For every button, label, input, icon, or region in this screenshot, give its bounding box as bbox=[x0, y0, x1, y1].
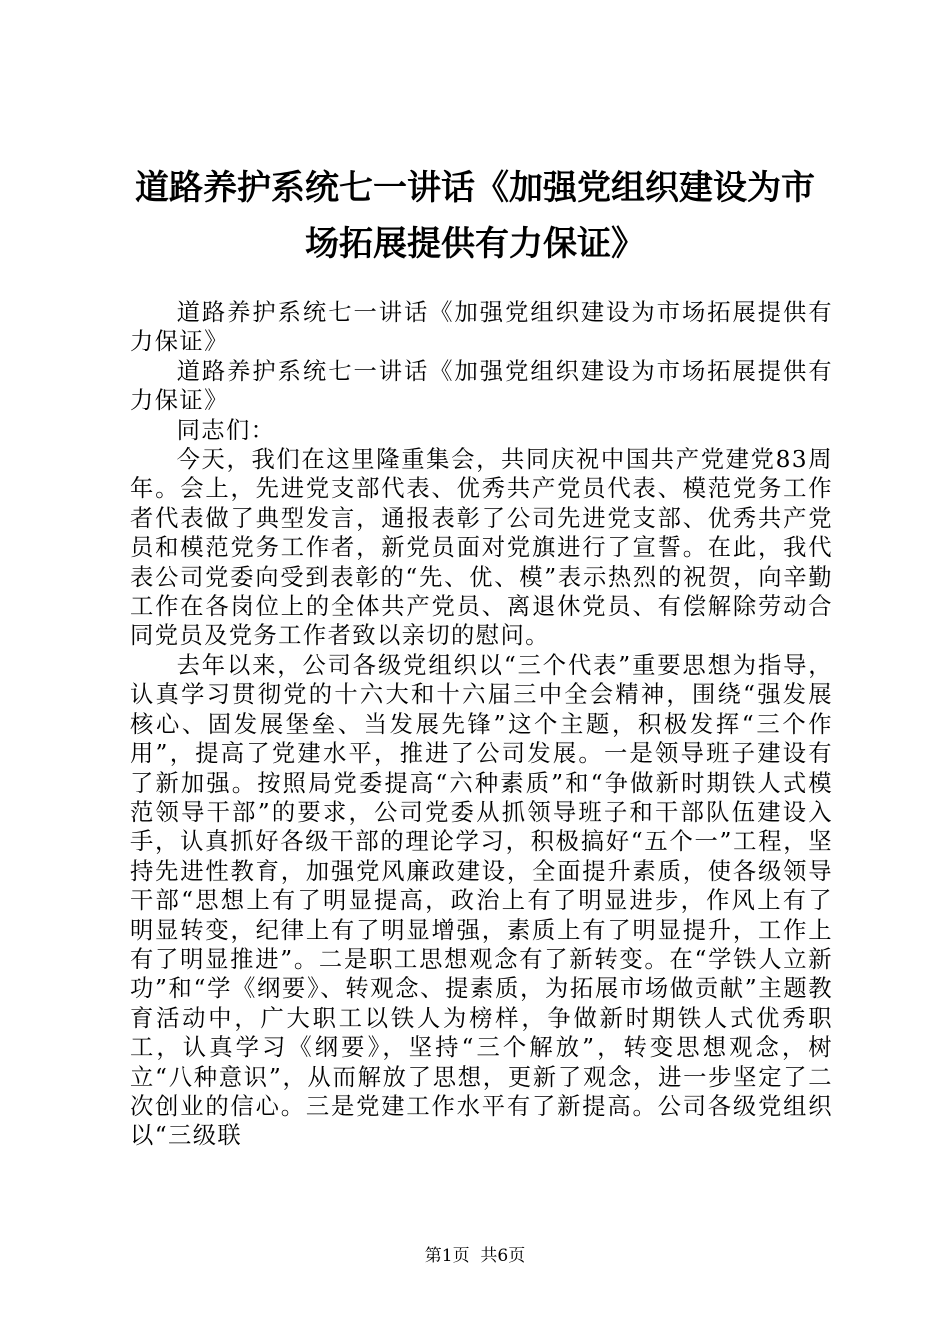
paragraph-salutation: 同志们： bbox=[176, 416, 276, 444]
document-title-line-2: 场拓展提供有力保证》 bbox=[305, 224, 645, 264]
document-title-line-1: 道路养护系统七一讲话《加强党组织建设为市 bbox=[135, 168, 815, 208]
document-body bbox=[130, 298, 833, 1151]
paragraph-review: 去年以来，公司各级党组织以“三个代表”重要思想为指导，认真学习贯彻党的十六大和十六届三中全会精神，围绕“强发展核心、固发展堡垒、当发展先锋”这个主题，积极发挥“三个作用”，提高了党建水平，推进了公司发展。一是领导班子建设有了新加强。按照局党委提高“六种素质”和“争做新时期铁人式模范领导干部”的要求，公司党委从抓领导班子和干部队伍建设入手，认真抓好各级干部的理论学习，积极搞好“五个一”工程，坚持先进性教育，加强党风廉政建设，全面提升素质，使各级领导干部“思想上有了明显提高，政治上有了明显进步，作风上有了明显转变，纪律上有了明显增强，素质上有了明显提升，工作上有了明显推进”。二是职工思想观念有了新转变。在“学铁人立新功”和“学《纲要》、转观念、提素质，为拓展市场做贡献”主题教育活动中，广大职工以铁人为榜样，争做新时期铁人式优秀职工，认真学习《纲要》，坚持“三个解放”，转变思想观念，树立“八种意识”，从而解放了思想，更新了观念，进一步坚定了二次创业的信心。三是党建工作水平有了新提高。公司各级党组织以“三级联 bbox=[130, 651, 833, 1150]
page-footer bbox=[0, 1245, 950, 1267]
page-total: 共6页 bbox=[480, 1246, 526, 1266]
page-number: 第1页 bbox=[424, 1246, 470, 1266]
paragraph-opening: 今天，我们在这里隆重集会，共同庆祝中国共产党建党83周年。会上，先进党支部代表、优秀共产党员代表、模范党务工作者代表做了典型发言，通报表彰了公司先进党支部、优秀共产党员和模范党务工作者，新党员面对党旗进行了宣誓。在此，我代表公司党委向受到表彰的“先、优、模”表示热烈的祝贺，向辛勤工作在各岗位上的全体共产党员、离退休党员、有偿解除劳动合同党员及党务工作者致以亲切的慰问。 bbox=[130, 446, 833, 650]
paragraph-subtitle-2: 道路养护系统七一讲话《加强党组织建设为市场拓展提供有力保证》 bbox=[130, 357, 833, 415]
paragraph-subtitle-1: 道路养护系统七一讲话《加强党组织建设为市场拓展提供有力保证》 bbox=[130, 299, 833, 356]
